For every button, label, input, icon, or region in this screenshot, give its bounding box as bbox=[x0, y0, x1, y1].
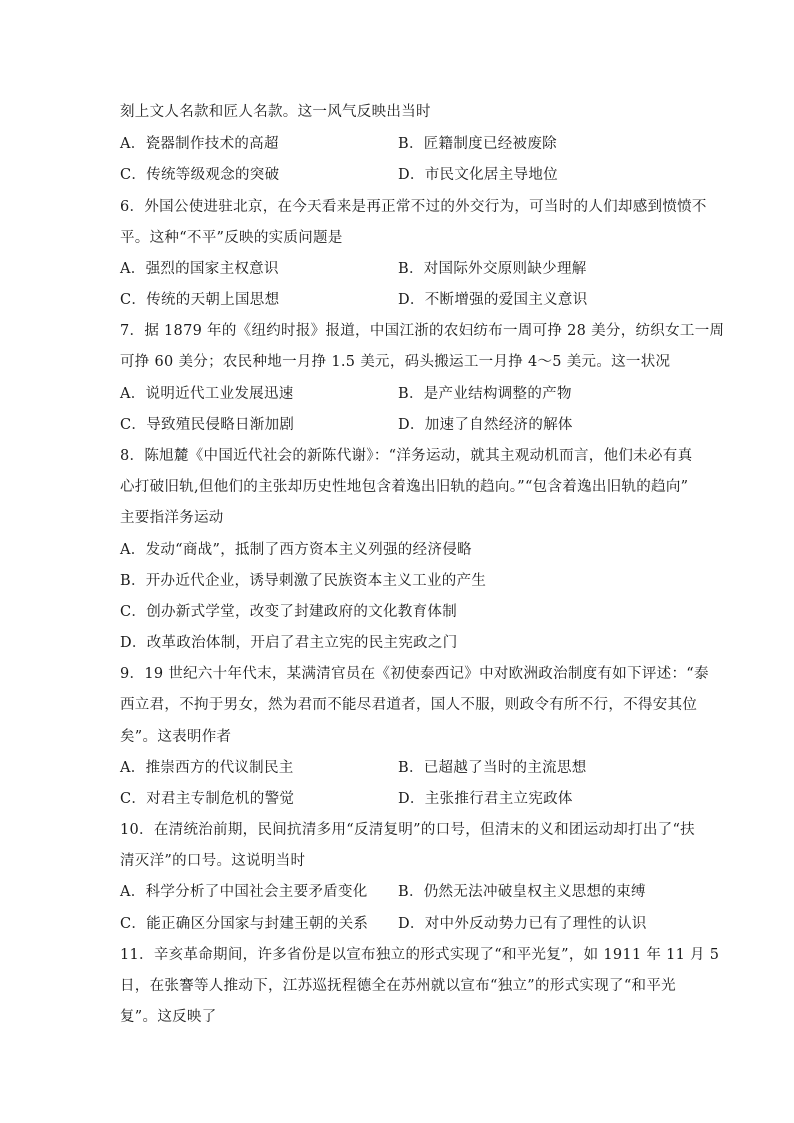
q11-stem-line: 11．辛亥革命期间，许多省份是以宣布独立的形式实现了“和平光复”，如 1911 年 11 月 5 bbox=[120, 947, 720, 963]
q10-stem-line: 清灭洋”的口号。这说明当时 bbox=[120, 853, 306, 869]
q5-option-a: A．瓷器制作技术的高超 bbox=[120, 136, 279, 152]
q5-option-c: C．传统等级观念的突破 bbox=[120, 167, 280, 183]
q9-stem-line: 西立君，不拘于男女，然为君而不能尽君道者，国人不服，则政令有所不行，不得安其位 bbox=[120, 697, 698, 713]
q6-option-d: D．不断增强的爱国主义意识 bbox=[398, 292, 588, 308]
q6-stem-line: 平。这种“不平”反映的实质问题是 bbox=[120, 230, 343, 246]
q10-option-a: A．科学分析了中国社会主要矛盾变化 bbox=[120, 884, 368, 900]
q6-option-b: B．对国际外交原则缺少理解 bbox=[398, 261, 587, 277]
q10-stem-line: 10．在清统治前期，民间抗清多用“反清复明”的口号，但清末的义和团运动却打出了“扶 bbox=[120, 822, 695, 838]
q9-option-d: D．主张推行君主立宪政体 bbox=[398, 791, 573, 807]
q9-stem-line: 9．19 世纪六十年代末，某满清官员在《初使泰西记》中对欧洲政治制度有如下评述：“泰 bbox=[120, 666, 709, 682]
q8-stem-line: 8．陈旭麓《中国近代社会的新陈代谢》：“洋务运动，就其主观动机而言，他们未必有真 bbox=[120, 448, 693, 464]
q7-stem-line: 可挣 60 美分；农民种地一月挣 1.5 美元，码头搬运工一月挣 4～5 美元。这一状况 bbox=[120, 354, 671, 370]
q6-option-a: A．强烈的国家主权意识 bbox=[120, 261, 279, 277]
q5-stem-line: 刻上文人名款和匠人名款。这一风气反映出当时 bbox=[120, 104, 431, 120]
q7-option-c: C．导致殖民侵略日渐加剧 bbox=[120, 417, 295, 433]
q10-option-c: C．能正确区分国家与封建王朝的关系 bbox=[120, 916, 369, 932]
q11-stem-line: 复”。这反映了 bbox=[120, 1009, 217, 1025]
q5-option-b: B．匠籍制度已经被废除 bbox=[398, 136, 557, 152]
q10-option-b: B．仍然无法冲破皇权主义思想的束缚 bbox=[398, 884, 646, 900]
q8-stem-line: 心打破旧轨,但他们的主张却历史性地包含着逸出旧轨的趋向。”“包含着逸出旧轨的趋向” bbox=[120, 479, 689, 495]
q10-option-d: D．对中外反动势力已有了理性的认识 bbox=[398, 916, 647, 932]
q8-stem-line: 主要指洋务运动 bbox=[120, 510, 224, 526]
q6-stem-line: 6．外国公使进驻北京，在今天看来是再正常不过的外交行为，可当时的人们却感到愤愤不 bbox=[120, 199, 707, 215]
q9-option-b: B．已超越了当时的主流思想 bbox=[398, 760, 587, 776]
q9-stem-line: 矣”。这表明作者 bbox=[120, 729, 232, 745]
q11-stem-line: 日，在张謇等人推动下，江苏巡抚程德全在苏州就以宣布“独立”的形式实现了“和平光 bbox=[120, 978, 676, 994]
q8-option-d: D．改革政治体制，开启了君主立宪的民主宪政之门 bbox=[120, 635, 458, 651]
q6-option-c: C．传统的天朝上国思想 bbox=[120, 292, 280, 308]
q7-option-a: A．说明近代工业发展迅速 bbox=[120, 386, 294, 402]
q7-option-d: D．加速了自然经济的解体 bbox=[398, 417, 573, 433]
q8-option-b: B．开办近代企业，诱导刺激了民族资本主义工业的产生 bbox=[120, 573, 487, 589]
q9-option-c: C．对君主专制危机的警觉 bbox=[120, 791, 295, 807]
q7-option-b: B．是产业结构调整的产物 bbox=[398, 386, 572, 402]
q7-stem-line: 7．据 1879 年的《纽约时报》报道，中国江浙的农妇纺布一周可挣 28 美分，纺织女工一周 bbox=[120, 323, 725, 339]
q8-option-a: A．发动“商战”，抵制了西方资本主义列强的经济侵略 bbox=[120, 542, 472, 558]
q5-option-d: D．市民文化居主导地位 bbox=[398, 167, 558, 183]
q9-option-a: A．推崇西方的代议制民主 bbox=[120, 760, 294, 776]
q8-option-c: C．创办新式学堂，改变了封建政府的文化教育体制 bbox=[120, 604, 457, 620]
